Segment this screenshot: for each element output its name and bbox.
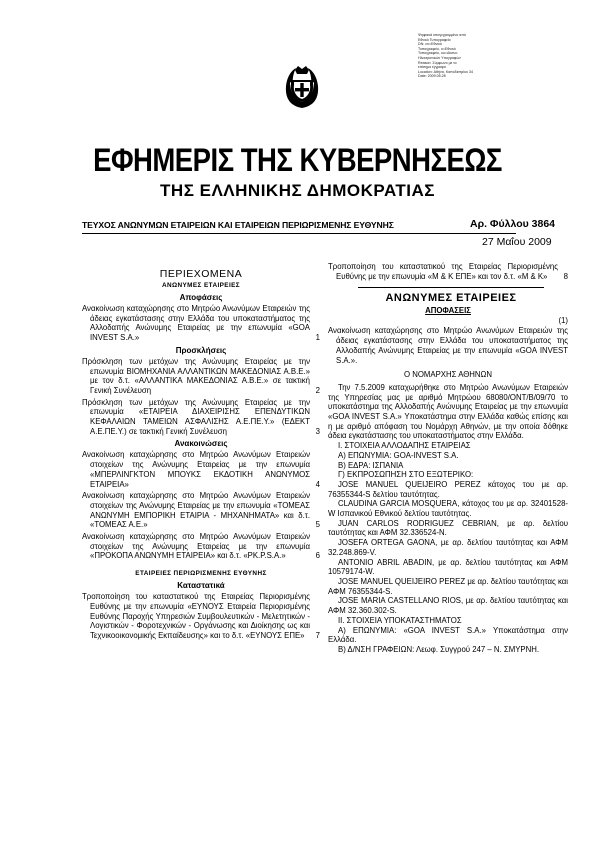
signature-line: Date: 2009.05.28 — [418, 74, 446, 79]
toc-page-number: 2 — [315, 385, 320, 395]
signature-line: Ψηφιακά υπογεγραμμένο από — [418, 33, 466, 37]
toc-entry-text: Ανακοίνωση καταχώρησης στο Μητρώο Ανωνύμων Εταιρειών στοιχείων της Ανώνυμης Εταιρείας με την επωνυμία «ΤΟΜΕΑΣ ΑΝΩΝΥΜΗ ΕΜΠΟΡΙΚΗ ΕΤΑΙΡΙΑ - ΜΗΧΑΝΗΜΑΤΑ» και δ.τ. «ΤΟΜΕΑΣ Α.Ε.» — [82, 491, 310, 530]
greek-emblem-icon — [282, 62, 322, 110]
body-line: Γ) ΕΚΠΡΟΣΩΠΗΣΗ ΣΤΟ ΕΞΩΤΕΡΙΚΟ: — [338, 470, 474, 480]
toc-page-number: 7 — [315, 630, 320, 640]
signature-line: Τυπογραφείο, o=Εθνικό — [418, 46, 456, 51]
toc-category: ΕΤΑΙΡΕΙΕΣ ΠΕΡΙΩΡΙΣΜΕΝΗΣ ΕΥΘΥΝΗΣ — [135, 570, 267, 578]
toc-entry-text: Ανακοίνωση καταχώρησης στο Μητρώο Ανωνύμων Εταιρειών της άδειας εγκατάστασης στην Ελλάδα του υποκαταστήματος της Αλλοδαπής Ανώνυμης Εταιρείας με την επωνυμία «GOA INVEST S.A.» — [82, 304, 310, 343]
gazette-title: ΕΦΗΜΕΡΙΣ ΤΗΣ ΚΥΒΕΡΝΗΣΕΩΣ — [93, 142, 502, 178]
toc-entry-text: Ανακοίνωση καταχώρησης στο Μητρώο Ανωνύμων Εταιρειών στοιχείων της Ανώνυμης Εταιρείας με την επωνυμία «ΠΡΟΚΟΠΑ ΑΝΩΝΥΜΗ ΕΤΑΙΡΕΙΑ» και δ.τ. «ΡΚ.Ρ.S.A.» — [82, 532, 310, 561]
toc-entry[interactable] — [82, 398, 320, 437]
toc-entry-text: Ανακοίνωση καταχώρησης στο Μητρώο Ανωνύμων Εταιρειών στοιχείων της Ανώνυμης Εταιρείας με την επωνυμία «ΜΠΕΡΛΙΝΓΚΤΟΝ ΜΠΟΥΚΣ ΕΚΔΟΤΙΚΗ ΑΝΩΝΥΜΟΣ ΕΤΑΙΡΕΙΑ» — [82, 450, 310, 489]
signature-line: Ηλεκτρονικών Υπογραφών — [418, 55, 461, 60]
signature-line: Reason: Σύμφωνο με το — [418, 60, 457, 65]
toc-subheading: Ανακοινώσεις — [174, 439, 228, 449]
toc-entry[interactable] — [82, 532, 320, 561]
digital-signature — [418, 33, 488, 79]
announcement-title: Ανακοίνωση καταχώρησης στο Μητρώο Ανωνύμων Εταιρειών της άδειας εγκατάστασης στην Ελλάδα του υποκαταστήματος της Αλλοδαπής Ανώνυμης Εταιρείας με την επωνυμία «GOA INVEST S.A.». — [328, 326, 568, 365]
issue-type: ΤΕΥΧΟΣ ΑΝΩΝΥΜΩΝ ΕΤΑΙΡΕΙΩΝ ΚΑΙ ΕΤΑΙΡΕΙΩΝ ΠΕΡΙΩΡΙΣΜΕΝΗΣ ΕΥΘΥΝΗΣ — [82, 220, 394, 230]
sheet-number: Αρ. Φύλλου 3864 — [470, 218, 555, 230]
body-line: Β) ΕΔΡΑ: ΙΣΠΑΝΙΑ — [338, 460, 404, 470]
body-paragraph: JOSE MARIA CASTELLANO RIOS, με αρ. δελτίου ταυτότητας και ΑΦΜ 32.360.302-S. — [328, 596, 568, 616]
toc-subheading: Καταστατικά — [177, 581, 225, 591]
toc-page-number: 5 — [315, 520, 320, 530]
gazette-subtitle: ΤΗΣ ΕΛΛΗΝΙΚΗΣ ΔΗΜΟΚΡΑΤΙΑΣ — [160, 181, 435, 200]
body-paragraph: Β) Δ/ΝΣΗ ΓΡΑΦΕΙΩΝ: Λεωφ. Συγγρού 247 – Ν. ΣΜΥΡΝΗ. — [338, 644, 540, 654]
toc-category: ΑΝΩΝΥΜΕΣ ΕΤΑΙΡΕΙΕΣ — [161, 282, 241, 289]
toc-entry[interactable] — [82, 304, 320, 343]
body-paragraph: JOSEFA ORTEGA GAONA, με αρ. δελτίου ταυτότητας και ΑΦΜ 32.248.869-V. — [328, 538, 568, 557]
toc-page-number: 1 — [315, 333, 320, 343]
toc-subheading: Αποφάσεις — [179, 293, 223, 302]
signature-line: επίσημο έγγραφο — [418, 65, 446, 70]
body-paragraph: Α) ΕΠΩΝΥΜΙΑ: «GOA INVEST S.A.» Υποκατάστημα στην Ελλάδα. — [328, 625, 568, 645]
signature-line: Τυπογραφείο, ou=Δίκτυο — [418, 51, 458, 56]
toc-heading: ΠΕΡΙΕΧΟΜΕΝΑ — [159, 268, 243, 280]
authority-heading: Ο ΝΟΜΑΡΧΗΣ ΑΘΗΝΩΝ — [403, 370, 493, 380]
table-of-contents — [82, 268, 320, 643]
toc-entry[interactable] — [82, 357, 320, 396]
toc-entry[interactable] — [82, 592, 320, 641]
body-line: ΙΙ. ΣΤΟΙΧΕΙΑ ΥΠΟΚΑΤΑΣΤΗΜΑΤΟΣ — [338, 615, 462, 625]
toc-page-number: 8 — [563, 271, 568, 281]
header-divider — [82, 233, 516, 234]
signature-line: DN: cn=Εθνικό — [418, 42, 442, 47]
section-heading: ΑΝΩΝΥΜΕΣ ΕΤΑΙΡΕΙΕΣ — [358, 287, 544, 305]
toc-entry[interactable] — [82, 450, 320, 489]
signature-line: Location: Αθήνα, Καποδιστρίου 34 — [418, 69, 473, 74]
toc-page-number: 6 — [315, 551, 320, 561]
body-paragraph: Την 7.5.2009 καταχωρήθηκε στο Μητρώο Ανωνύμων Εταιρειών της Υπηρεσίας μας με αριθμό Μητρώου 68080/ΟΝΤ/Β/09/70 το υποκατάστημα της Αλλοδαπής Ανώνυμης Εταιρείας με την επωνυμία «GOA INVEST S.A.» Υποκατάστημα στην Ελλάδα καθώς επίσης και η με αριθμό απόφαση του Νομάρχη Αθηνών, με την οποία δόθηκε άδεια εγκατάστασης του υποκαταστήματος στην Ελλάδα. — [328, 382, 568, 441]
body-paragraph: JUAN CARLOS RODRIGUEZ CEBRIAN, με αρ. δελτίου ταυτότητας και ΑΦΜ 32.336524-Ν. — [328, 518, 568, 538]
toc-entry[interactable] — [328, 262, 568, 281]
toc-entry[interactable] — [82, 491, 320, 530]
item-number: (1) — [558, 316, 568, 326]
toc-entry-text: Τροποποίηση του καταστατικού της Εταιρείας Περιορισμένης Ευθύνης με την επωνυμία «Μ & Κ ΕΠΕ» και τον δ.τ. «Μ & Κ» — [328, 262, 558, 281]
body-paragraph: ANTONIO ABRIL ABADIN, με αρ. δελτίου ταυτότητας και ΑΦΜ 10579174-W. — [328, 557, 568, 577]
toc-subheading: Προσκλήσεις — [175, 345, 227, 355]
toc-entry-text: Τροποποίηση του καταστατικού της Εταιρείας Περιορισμένης Ευθύνης με την επωνυμία «ΕΥΝΟΥΣ Εταιρεία Περιορισμένης Ευθύνης Παροχής Υπηρεσιών Συμβουλευτικών - Μελετητικών - Λογιστικών - Φοροτεχνικών - Οργάνωσης και Διοίκησης ως και Τεχνικοοικονομικής Εκπαίδευσης» και το δ.τ. «ΕΥΝΟΥΣ ΕΠΕ» — [82, 592, 310, 640]
body-line: Ι. ΣΤΟΙΧΕΙΑ ΑΛΛΟΔΑΠΗΣ ΕΤΑΙΡΕΙΑΣ — [338, 441, 471, 451]
body-paragraph: JOSE MANUEL QUEIJEIRO PEREZ κάτοχος του με αρ. 76355344-S δελτίου ταυτότητας. — [328, 479, 568, 499]
toc-page-number: 4 — [315, 479, 320, 489]
toc-entry-text: Πρόσκληση των μετόχων της Ανώνυμης Εταιρείας με την επωνυμία «ΕΤΑΙΡΕΙΑ ΔΙΑΧΕΙΡΙΣΗΣ ΕΠΕΝΔΥΤΙΚΩΝ ΚΕΦΑΛΑΙΩΝ ΤΑΜΕΙΩΝ ΑΣΦΑΛΙΣΗΣ Α.Ε.ΠΕ.Υ.» (ΕΔΕΚΤ Α.Ε.ΠΕ.Υ.) σε τακτική Γενική Συνέλευση — [82, 397, 310, 436]
toc-page-number: 3 — [315, 426, 320, 436]
body-paragraph: JOSE MANUEL QUEIJEIRO PEREZ με αρ. δελτίου ταυτότητας και ΑΦΜ 76355344-S. — [328, 576, 568, 596]
signature-line: Εθνικό Τυπογραφείο — [418, 37, 451, 42]
main-content — [328, 262, 568, 655]
issue-date: 27 Μαΐου 2009 — [482, 236, 552, 248]
section-subheading: ΑΠΟΦΑΣΕΙΣ — [425, 306, 471, 316]
toc-entry-text: Πρόσκληση των μετόχων της Ανώνυμης Εταιρείας με την επωνυμία ΒΙΟΜΗΧΑΝΙΑ ΑΛΛΑΝΤΙΚΩΝ ΜΑΚΕΔΟΝΙΑΣ Α.Β.Ε.» με τον δ.τ. «ΑΛΛΑΝΤΙΚΑ ΜΑΚΕΔΟΝΙΑΣ Α.Β.Ε.» σε τακτική Γενική Συνέλευση — [82, 356, 310, 395]
body-paragraph: CLAUDINA GARCIA MOSQUERA, κάτοχος του με αρ. 32401528-W Ισπανικού Εθνικού δελτίου ταυτότητας. — [328, 499, 568, 519]
body-line: Α) ΕΠΩΝΥΜΙΑ: GOA-INVEST S.A. — [338, 450, 459, 460]
